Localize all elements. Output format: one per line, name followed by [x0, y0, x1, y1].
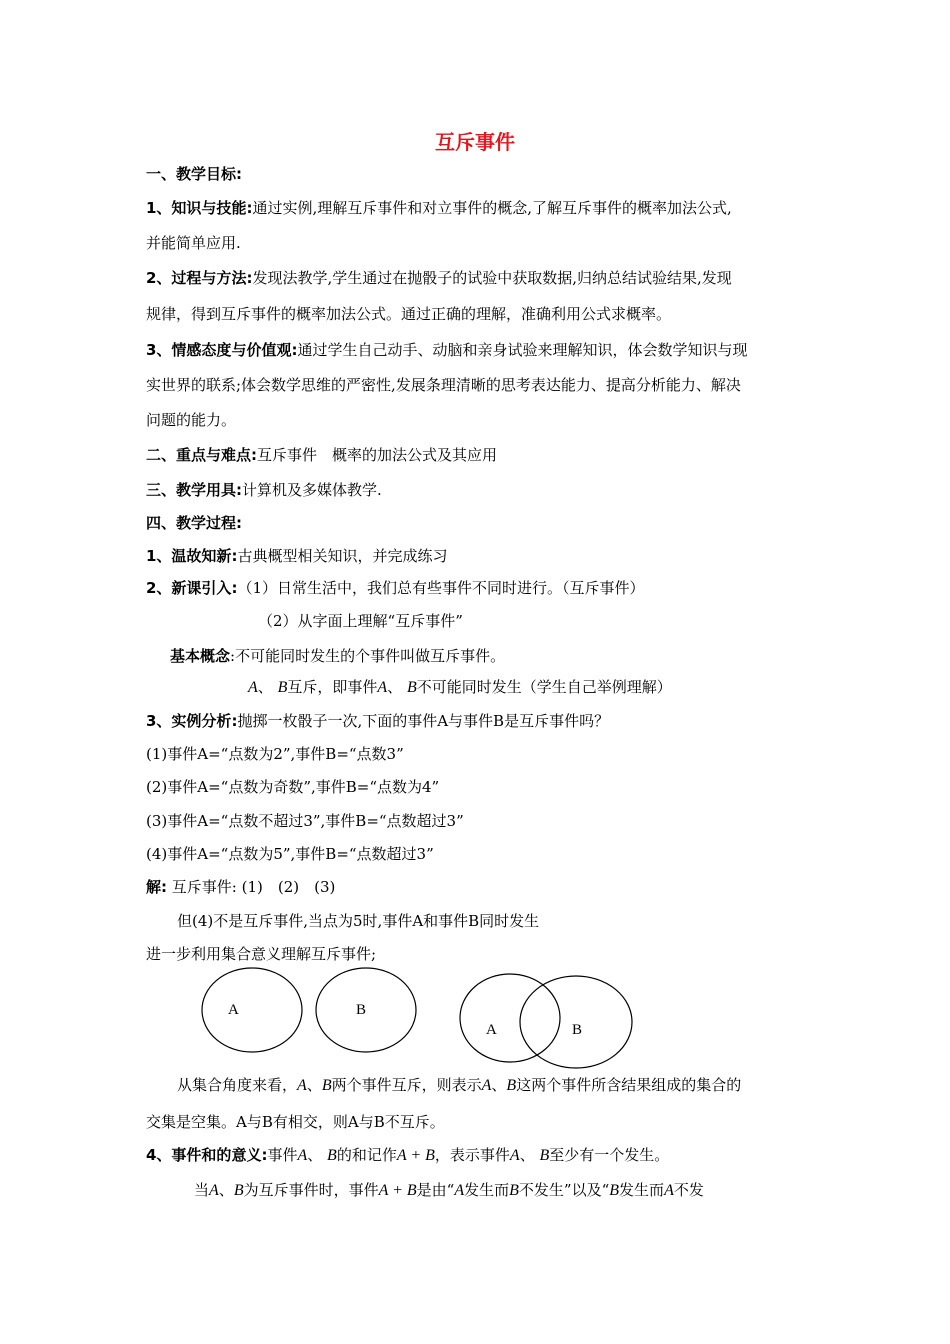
separator: 、	[519, 1146, 535, 1164]
concept-text-1: 互斥，即事件	[287, 678, 378, 696]
math-b: B	[321, 1077, 332, 1094]
goal-emotion-label: 3、情感态度与价值观:	[146, 341, 298, 359]
math-a: A	[481, 1077, 492, 1094]
separator: 、	[257, 678, 273, 696]
section-3	[146, 480, 382, 500]
case-item: (2)事件A=“点数为奇数”,事件B=“点数为4”	[146, 778, 440, 796]
section-2	[146, 445, 497, 465]
math-b: B	[406, 679, 417, 696]
text: 不发生”以及“	[518, 1181, 610, 1199]
event-sum	[146, 1145, 669, 1166]
process-intro-text: （1）日常生活中，我们总有些事件不同时进行。（互斥事件）	[237, 579, 645, 597]
further-understanding: 进一步利用集合意义理解互斥事件;	[146, 945, 377, 963]
goal-process	[146, 268, 732, 288]
set-a-circle	[202, 968, 302, 1052]
separator: 、	[218, 1181, 234, 1199]
math-b: B	[327, 1147, 337, 1164]
goal-process-text: 发现法教学,学生通过在抛骰子的试验中获取数据,归纳总结试验结果,发现	[252, 269, 732, 287]
process-intro-cont: （2）从字面上理解“互斥事件”	[258, 612, 463, 630]
label-b: B	[572, 1022, 583, 1038]
process-example	[146, 711, 609, 731]
math-sum: A + B	[378, 1182, 417, 1199]
goal-knowledge	[146, 198, 732, 218]
section-3-label: 三、教学用具:	[146, 481, 242, 499]
text: 当	[194, 1181, 210, 1199]
process-review	[146, 546, 447, 566]
event-sum-exclusive	[194, 1180, 704, 1201]
goal-emotion-text: 通过学生自己动手、动脑和亲身试验来理解知识，体会数学知识与现	[297, 341, 748, 359]
text: 是由“	[416, 1181, 455, 1199]
math-sum: A + B	[396, 1147, 435, 1164]
label-a: A	[228, 1002, 239, 1018]
event-sum-text-3: ，表示事件	[434, 1146, 510, 1164]
goal-emotion	[146, 340, 747, 360]
goal-knowledge-text: 通过实例,理解互斥事件和对立事件的概念,了解互斥事件的概率加法公式,	[252, 199, 732, 217]
label-a: A	[486, 1022, 497, 1038]
goal-process-label: 2、过程与方法:	[146, 269, 253, 287]
separator: 、	[387, 678, 403, 696]
concept-explanation	[248, 677, 672, 698]
process-review-text: 古典概型相关知识，并完成练习	[237, 547, 448, 565]
process-example-label: 3、实例分析:	[146, 712, 238, 730]
math-a: A	[509, 1147, 520, 1164]
solution-label: 解:	[146, 878, 167, 896]
math-a: A	[297, 1077, 307, 1094]
set-view-text-3: 这两个事件所含结果组成的集合的	[516, 1076, 742, 1094]
concept-text-2: 不可能同时发生（学生自己举例理解）	[416, 678, 672, 696]
math-a: A	[248, 679, 258, 696]
math-a: A	[297, 1147, 308, 1164]
separator: 、	[307, 1146, 323, 1164]
process-intro	[146, 578, 644, 598]
case-item: (3)事件A=“点数不超过3”,事件B=“点数超过3”	[146, 812, 464, 830]
text: 为互斥事件时，事件	[243, 1181, 379, 1199]
separator: 、	[491, 1076, 507, 1094]
solution-cont: 但(4)不是互斥事件,当点为5时,事件A和事件B同时发生	[177, 912, 540, 930]
text: 不发	[673, 1181, 704, 1199]
math-b: B	[609, 1182, 620, 1199]
goal-emotion-cont: 实世界的联系;体会数学思维的严密性,发展条理清晰的思考表达能力、提高分析能力、解决	[146, 376, 741, 394]
section-1-heading: 一、教学目标:	[146, 165, 242, 183]
label-b: B	[356, 1002, 367, 1018]
goal-emotion-cont2: 问题的能力。	[146, 411, 237, 429]
page-title: 互斥事件	[435, 130, 515, 154]
math-b: B	[277, 679, 288, 696]
event-sum-text-2: 的和记作	[336, 1146, 397, 1164]
case-item: (4)事件A=“点数为5”,事件B=“点数超过3”	[146, 845, 434, 863]
math-b: B	[539, 1147, 550, 1164]
basic-concept-text: :不可能同时发生的个事件叫做互斥事件。	[230, 647, 506, 665]
basic-concept	[170, 646, 505, 666]
math-a: A	[454, 1182, 465, 1199]
separator: 、	[306, 1076, 322, 1094]
set-view-text-2: 两个事件互斥，则表示	[331, 1076, 482, 1094]
math-a: A	[377, 679, 388, 696]
solution-text: 互斥事件: (1) (2) (3)	[171, 878, 336, 896]
goal-knowledge-cont: 并能简单应用.	[146, 234, 241, 252]
process-review-label: 1、温故知新:	[146, 547, 238, 565]
solution	[146, 877, 335, 897]
math-b: B	[233, 1182, 244, 1199]
section-4-heading: 四、教学过程:	[146, 514, 242, 532]
set-a-overlap-circle	[460, 974, 560, 1062]
section-2-text: 互斥事件 概率的加法公式及其应用	[257, 446, 498, 464]
math-a: A	[209, 1182, 219, 1199]
set-view	[177, 1075, 741, 1096]
math-b: B	[506, 1077, 517, 1094]
event-sum-label: 4、事件和的意义:	[146, 1146, 268, 1164]
text: 发生而	[619, 1181, 665, 1199]
process-example-text: 抛掷一枚骰子一次,下面的事件A与事件B是互斥事件吗？	[237, 712, 610, 730]
process-intro-label: 2、新课引入:	[146, 579, 238, 597]
section-3-text: 计算机及多媒体教学.	[242, 481, 382, 499]
case-item: (1)事件A=“点数为2”,事件B=“点数3”	[146, 745, 404, 763]
event-sum-text-4: 至少有一个发生。	[549, 1146, 670, 1164]
section-2-label: 二、重点与难点:	[146, 446, 257, 464]
set-view-text-1: 从集合角度来看，	[177, 1076, 298, 1094]
goal-process-cont: 规律，得到互斥事件的概率加法公式。通过正确的理解，准确利用公式求概率。	[146, 305, 672, 323]
event-sum-text-1: 事件	[267, 1146, 298, 1164]
set-view-cont: 交集是空集。A与B有相交，则A与B不互斥。	[146, 1113, 445, 1131]
math-b: B	[509, 1182, 519, 1199]
math-a: A	[664, 1182, 674, 1199]
goal-knowledge-label: 1、知识与技能:	[146, 199, 253, 217]
text: 发生而	[464, 1181, 510, 1199]
venn-diagram	[180, 962, 640, 1072]
basic-concept-label: 基本概念	[170, 647, 231, 665]
